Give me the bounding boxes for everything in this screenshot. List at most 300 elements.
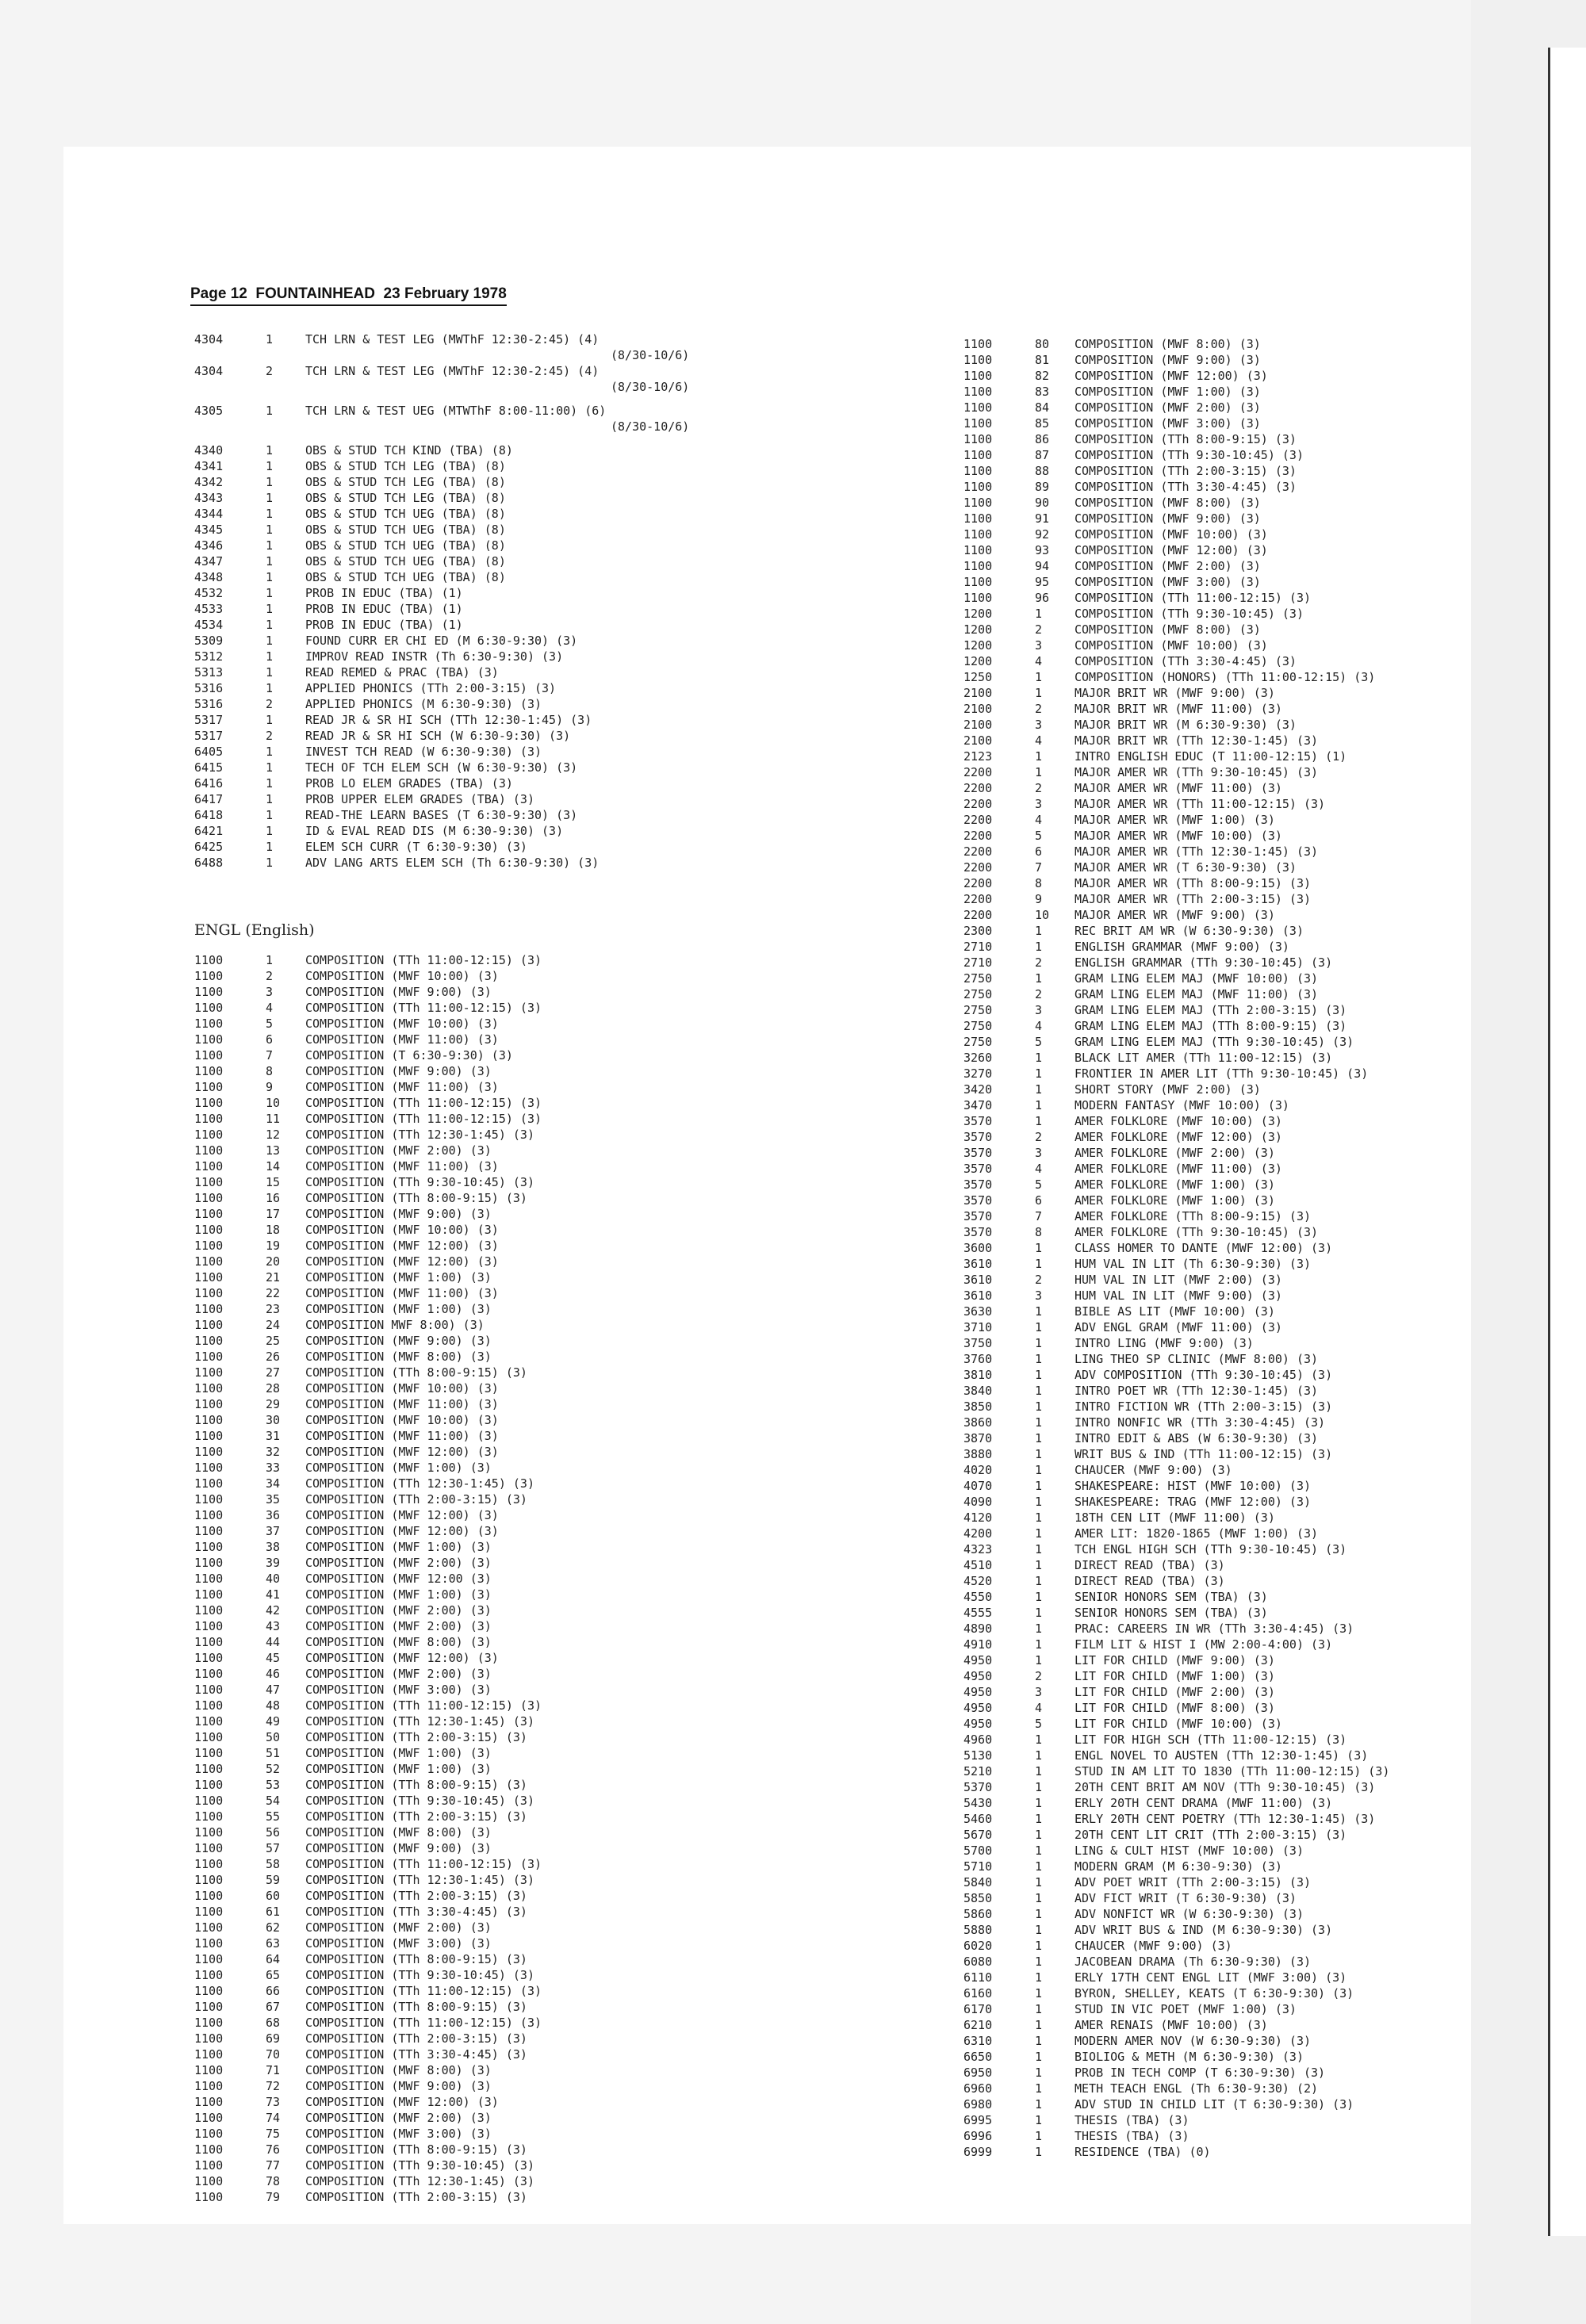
course-number: 6416: [194, 776, 224, 791]
course-row: [194, 1571, 686, 1587]
course-number: 1200: [963, 607, 993, 621]
section-number: 26: [266, 1350, 281, 1364]
course-number: 1100: [194, 1508, 224, 1522]
course-title: SHAKESPEARE: TRAG (MWF 12:00) (3): [1075, 1495, 1312, 1509]
course-title: COMPOSITION (TTh 2:00-3:15) (3): [1075, 464, 1297, 478]
section-number: 60: [266, 1889, 281, 1903]
course-number: 3630: [963, 1304, 993, 1319]
section-number: 2: [1035, 1669, 1043, 1683]
course-number: 1100: [194, 1730, 224, 1744]
course-title: COMPOSITION (MWF 9:00) (3): [305, 1064, 492, 1078]
course-number: 2750: [963, 1035, 993, 1049]
section-number: 6: [266, 1032, 274, 1047]
section-number: 28: [266, 1381, 281, 1396]
course-row: [194, 1793, 686, 1809]
course-title: AMER LIT: 1820-1865 (MWF 1:00) (3): [1075, 1526, 1319, 1541]
course-title: PROB IN EDUC (TBA) (1): [305, 586, 463, 600]
course-number: 3810: [963, 1368, 993, 1382]
course-row: [194, 2173, 686, 2189]
course-number: 1100: [194, 2000, 224, 2014]
course-row: [963, 400, 1439, 415]
course-number: 5840: [963, 1875, 993, 1889]
course-row: [963, 2081, 1439, 2096]
course-title: INVEST TCH READ (W 6:30-9:30) (3): [305, 745, 542, 759]
section-number: 1: [1035, 1558, 1043, 1572]
course-row: [194, 363, 686, 379]
section-number: 63: [266, 1936, 281, 1951]
course-number: 5850: [963, 1891, 993, 1905]
engl-section-heading: ENGL (English): [194, 921, 315, 939]
course-title: DIRECT READ (TBA) (3): [1075, 1574, 1225, 1588]
course-number: 1100: [194, 1778, 224, 1792]
course-title: OBS & STUD TCH LEG (TBA) (8): [305, 459, 506, 473]
course-title: COMPOSITION (TTh 2:00-3:15) (3): [305, 1730, 527, 1744]
course-title: COMPOSITION (TTh 11:00-12:15) (3): [305, 1001, 542, 1015]
course-number: 2750: [963, 971, 993, 986]
course-number: 1100: [194, 1857, 224, 1871]
course-title: ERLY 17TH CENT ENGL LIT (MWF 3:00) (3): [1075, 1970, 1347, 1985]
section-number: 2: [1035, 1130, 1043, 1144]
section-number: 1: [1035, 1764, 1043, 1778]
course-number: 1100: [194, 2174, 224, 2188]
course-title: SHAKESPEARE: HIST (MWF 10:00) (3): [1075, 1479, 1312, 1493]
course-number: 1100: [194, 1032, 224, 1047]
section-number: 87: [1035, 448, 1050, 462]
section-number: 1: [266, 792, 274, 806]
course-row: [963, 860, 1439, 875]
course-number: 1100: [194, 1159, 224, 1173]
course-row: [194, 2142, 686, 2157]
section-number: 81: [1035, 353, 1050, 367]
course-number: 1100: [194, 2190, 224, 2204]
course-title: ADV ENGL GRAM (MWF 11:00) (3): [1075, 1320, 1282, 1334]
course-row: [963, 1748, 1439, 1763]
course-row: [963, 701, 1439, 717]
course-title: AMER FOLKLORE (MWF 1:00) (3): [1075, 1193, 1275, 1208]
course-number: 1100: [194, 1381, 224, 1396]
section-number: 3: [1035, 1003, 1043, 1017]
course-title: COMPOSITION (TTh 12:30-1:45) (3): [305, 1128, 534, 1142]
section-number: 1: [266, 713, 274, 727]
section-number: 2: [266, 364, 274, 378]
section-number: 71: [266, 2063, 281, 2077]
course-number: 1100: [194, 1762, 224, 1776]
course-number: 2200: [963, 892, 993, 906]
course-number: 2100: [963, 686, 993, 700]
course-title: OBS & STUD TCH KIND (TBA) (8): [305, 443, 513, 458]
course-row: [963, 2112, 1439, 2128]
course-title: COMPOSITION (MWF 8:00) (3): [1075, 337, 1261, 351]
course-title: DIRECT READ (TBA) (3): [1075, 1558, 1225, 1572]
section-number: 96: [1035, 591, 1050, 605]
course-title: COMPOSITION (TTh 12:30-1:45) (3): [305, 2174, 534, 2188]
course-number: 3860: [963, 1415, 993, 1430]
course-row: [963, 733, 1439, 749]
course-number: 3570: [963, 1209, 993, 1223]
course-number: 6425: [194, 840, 224, 854]
course-number: 3420: [963, 1082, 993, 1097]
course-row: [194, 1349, 686, 1365]
row-gap: [194, 435, 686, 442]
section-number: 57: [266, 1841, 281, 1855]
course-title: BIBLE AS LIT (MWF 10:00) (3): [1075, 1304, 1275, 1319]
section-number: 32: [266, 1445, 281, 1459]
section-number: 1: [1035, 2081, 1043, 2096]
course-title: FRONTIER IN AMER LIT (TTh 9:30-10:45) (3): [1075, 1066, 1369, 1081]
section-number: 1: [266, 618, 274, 632]
course-row: [194, 2078, 686, 2094]
course-title: COMPOSITION (TTh 9:30-10:45) (3): [305, 1175, 534, 1189]
course-title: COMPOSITION (TTh 8:00-9:15) (3): [305, 1191, 527, 1205]
course-title: COMPOSITION (TTh 11:00-12:15) (3): [305, 953, 542, 967]
course-number: 4950: [963, 1653, 993, 1667]
course-title: THESIS (TBA) (3): [1075, 2129, 1190, 2143]
section-number: 1: [266, 665, 274, 680]
course-number: 2200: [963, 844, 993, 859]
course-number: 3840: [963, 1384, 993, 1398]
course-number: 2123: [963, 749, 993, 764]
course-title: HUM VAL IN LIT (MWF 2:00) (3): [1075, 1273, 1282, 1287]
section-number: 2: [1035, 987, 1043, 1001]
course-title: REC BRIT AM WR (W 6:30-9:30) (3): [1075, 924, 1304, 938]
section-number: 1: [1035, 1066, 1043, 1081]
course-title: OBS & STUD TCH UEG (TBA) (8): [305, 554, 506, 569]
course-title: MODERN GRAM (M 6:30-9:30) (3): [1075, 1859, 1282, 1874]
course-row: [963, 1240, 1439, 1256]
course-row: [194, 1254, 686, 1269]
section-number: 27: [266, 1365, 281, 1380]
course-row: [194, 1111, 686, 1127]
course-row: [963, 875, 1439, 891]
course-row: [963, 717, 1439, 733]
course-row: [963, 1541, 1439, 1557]
course-title: READ JR & SR HI SCH (W 6:30-9:30) (3): [305, 729, 571, 743]
course-row: [963, 2001, 1439, 2017]
course-title: COMPOSITION (MWF 10:00) (3): [305, 969, 499, 983]
course-row: [963, 622, 1439, 637]
course-title: MODERN AMER NOV (W 6:30-9:30) (3): [1075, 2034, 1312, 2048]
course-number: 2300: [963, 924, 993, 938]
educ-course-list: [194, 331, 690, 871]
section-number: 4: [1035, 733, 1043, 748]
course-row: [194, 952, 686, 968]
course-number: 6160: [963, 1986, 993, 2000]
course-title: COMPOSITION (MWF 2:00) (3): [305, 1143, 492, 1158]
course-row: [194, 1967, 686, 1983]
course-row: [194, 2110, 686, 2126]
course-number: 2100: [963, 733, 993, 748]
course-title: COMPOSITION (MWF 1:00) (3): [305, 1762, 492, 1776]
course-number: 4533: [194, 602, 224, 616]
course-number: 1100: [194, 1556, 224, 1570]
course-number: 1200: [963, 622, 993, 637]
course-number: 1100: [194, 1461, 224, 1475]
course-row: [194, 1333, 686, 1349]
course-title: COMPOSITION (MWF 3:00) (3): [305, 1936, 492, 1951]
course-title: COMPOSITION (TTh 12:30-1:45) (3): [305, 1873, 534, 1887]
section-number: 9: [1035, 892, 1043, 906]
course-row: [194, 2157, 686, 2173]
course-number: 5317: [194, 729, 224, 743]
course-number: 6421: [194, 824, 224, 838]
course-row: [194, 1539, 686, 1555]
course-row: [963, 1288, 1439, 1304]
section-number: 2: [1035, 781, 1043, 795]
course-row: [963, 828, 1439, 844]
course-row: [963, 479, 1439, 495]
course-row: [963, 1161, 1439, 1177]
course-row: [194, 1269, 686, 1285]
course-title: COMPOSITION (MWF 1:00) (3): [305, 1302, 492, 1316]
course-row: [194, 1602, 686, 1618]
course-number: 5130: [963, 1748, 993, 1763]
section-number: 94: [1035, 559, 1050, 573]
course-title: COMPOSITION (TTh 3:30-4:45) (3): [1075, 480, 1297, 494]
section-number: 1: [1035, 1510, 1043, 1525]
section-number: 1: [1035, 1114, 1043, 1128]
course-number: 4120: [963, 1510, 993, 1525]
course-row: [963, 1684, 1439, 1700]
page-number: Page 12: [190, 285, 247, 302]
course-number: 1100: [194, 1350, 224, 1364]
course-title: ERLY 20TH CENT POETRY (TTh 12:30-1:45) (3): [1075, 1812, 1376, 1826]
course-title: PROB LO ELEM GRADES (TBA) (3): [305, 776, 513, 791]
course-number: 4348: [194, 570, 224, 584]
course-title: LIT FOR CHILD (MWF 1:00) (3): [1075, 1669, 1275, 1683]
course-number: 1100: [194, 2142, 224, 2157]
course-title: COMPOSITION (MWF 10:00) (3): [1075, 527, 1268, 542]
course-title: COMPOSITION (TTh 2:00-3:15) (3): [305, 1809, 527, 1824]
course-title: COMPOSITION (MWF 2:00) (3): [305, 1667, 492, 1681]
course-title: COMPOSITION (TTh 12:30-1:45) (3): [305, 1476, 534, 1491]
course-title: GRAM LING ELEM MAJ (TTh 2:00-3:15) (3): [1075, 1003, 1347, 1017]
course-title: AMER FOLKLORE (MWF 2:00) (3): [1075, 1146, 1275, 1160]
course-title: LING THEO SP CLINIC (MWF 8:00) (3): [1075, 1352, 1319, 1366]
course-number: 3260: [963, 1051, 993, 1065]
date-range-continuation: (8/30-10/6): [611, 419, 690, 434]
course-number: 1100: [194, 2031, 224, 2046]
course-title: ENGL NOVEL TO AUSTEN (TTh 12:30-1:45) (3): [1075, 1748, 1369, 1763]
course-row: [963, 415, 1439, 431]
section-number: 1: [266, 808, 274, 822]
course-title: LIT FOR CHILD (MWF 10:00) (3): [1075, 1717, 1282, 1731]
course-number: 1100: [194, 1001, 224, 1015]
course-row: [194, 1444, 686, 1460]
course-row: [963, 1954, 1439, 1970]
course-number: 1100: [194, 1841, 224, 1855]
course-row: [963, 971, 1439, 986]
course-row: [194, 1285, 686, 1301]
course-title: ADV LANG ARTS ELEM SCH (Th 6:30-9:30) (3): [305, 856, 600, 870]
section-number: 1: [1035, 1812, 1043, 1826]
left-column: [194, 331, 690, 2205]
section-number: 10: [266, 1096, 281, 1110]
course-row: [194, 1460, 686, 1476]
course-title: AMER RENAIS (MWF 10:00) (3): [1075, 2018, 1268, 2032]
course-title: HUM VAL IN LIT (Th 6:30-9:30) (3): [1075, 1257, 1312, 1271]
course-row: [194, 1666, 686, 1682]
course-number: 1100: [963, 527, 993, 542]
course-number: 6310: [963, 2034, 993, 2048]
course-number: 1100: [963, 511, 993, 526]
course-row: [963, 542, 1439, 558]
course-title: FOUND CURR ER CHI ED (M 6:30-9:30) (3): [305, 634, 578, 648]
course-row: [194, 1713, 686, 1729]
section-number: 1: [1035, 1590, 1043, 1604]
course-number: 4304: [194, 332, 224, 346]
section-number: 23: [266, 1302, 281, 1316]
course-row: [194, 823, 686, 839]
course-title: OBS & STUD TCH UEG (TBA) (8): [305, 523, 506, 537]
section-number: 1: [1035, 1955, 1043, 1969]
course-number: 1100: [194, 1223, 224, 1237]
course-title: COMPOSITION (MWF 2:00) (3): [1075, 400, 1261, 415]
course-row: [194, 1396, 686, 1412]
section-number: 1: [1035, 1399, 1043, 1414]
course-number: 1100: [963, 416, 993, 431]
section-number: 10: [1035, 908, 1050, 922]
course-number: 1100: [963, 464, 993, 478]
course-title: ELEM SCH CURR (T 6:30-9:30) (3): [305, 840, 527, 854]
section-number: 49: [266, 1714, 281, 1729]
course-number: 1100: [194, 1873, 224, 1887]
section-number: 1: [1035, 1653, 1043, 1667]
course-number: 6488: [194, 856, 224, 870]
course-title: COMPOSITION (TTh 11:00-12:15) (3): [305, 1857, 542, 1871]
course-row: [194, 1618, 686, 1634]
course-row: [963, 1034, 1439, 1050]
course-number: 4343: [194, 491, 224, 505]
course-number: 2200: [963, 781, 993, 795]
section-number: 1: [1035, 1891, 1043, 1905]
course-title: COMPOSITION (HONORS) (TTh 11:00-12:15) (3): [1075, 670, 1376, 684]
course-row: [963, 1700, 1439, 1716]
course-number: 1100: [194, 1651, 224, 1665]
section-number: 1: [1035, 1859, 1043, 1874]
course-number: 1250: [963, 670, 993, 684]
section-number: 1: [1035, 1352, 1043, 1366]
course-row: [194, 1365, 686, 1380]
course-title: COMPOSITION (MWF 8:00) (3): [1075, 496, 1261, 510]
course-title: COMPOSITION (MWF 12:00) (3): [305, 1445, 499, 1459]
section-number: 24: [266, 1318, 281, 1332]
course-number: 3570: [963, 1193, 993, 1208]
course-number: 1100: [194, 1572, 224, 1586]
section-number: 1: [1035, 1415, 1043, 1430]
section-number: 1: [1035, 1431, 1043, 1445]
course-title: COMPOSITION (MWF 10:00) (3): [1075, 638, 1268, 653]
course-row: [194, 1888, 686, 1904]
course-title: MAJOR AMER WR (MWF 11:00) (3): [1075, 781, 1282, 795]
course-number: 6415: [194, 760, 224, 775]
course-row: [963, 1985, 1439, 2001]
course-title: MAJOR AMER WR (TTh 8:00-9:15) (3): [1075, 876, 1312, 890]
course-title: ADV POET WRIT (TTh 2:00-3:15) (3): [1075, 1875, 1312, 1889]
course-number: 3880: [963, 1447, 993, 1461]
section-number: 73: [266, 2095, 281, 2109]
course-row: [963, 1304, 1439, 1319]
course-number: 1100: [963, 385, 993, 399]
course-title: COMPOSITION (MWF 8:00) (3): [1075, 622, 1261, 637]
course-row: [194, 1809, 686, 1824]
course-number: 4090: [963, 1495, 993, 1509]
course-row: [194, 1158, 686, 1174]
section-number: 69: [266, 2031, 281, 2046]
section-number: 4: [1035, 1019, 1043, 1033]
course-number: 6418: [194, 808, 224, 822]
section-number: 1: [266, 840, 274, 854]
course-title: COMPOSITION (MWF 10:00) (3): [305, 1413, 499, 1427]
section-number: 91: [1035, 511, 1050, 526]
course-row: [963, 1319, 1439, 1335]
course-row: [963, 891, 1439, 907]
section-number: 95: [1035, 575, 1050, 589]
course-title: BLACK LIT AMER (TTh 11:00-12:15) (3): [1075, 1051, 1333, 1065]
course-row: [963, 669, 1439, 685]
course-title: OBS & STUD TCH UEG (TBA) (8): [305, 507, 506, 521]
course-number: 2200: [963, 829, 993, 843]
course-title: PROB IN TECH COMP (T 6:30-9:30) (3): [1075, 2066, 1326, 2080]
section-number: 67: [266, 2000, 281, 2014]
course-row: [194, 403, 686, 419]
page-header: [190, 285, 507, 306]
section-number: 1: [1035, 1320, 1043, 1334]
course-number: 1100: [194, 1445, 224, 1459]
course-title: COMPOSITION (MWF 1:00) (3): [305, 1746, 492, 1760]
section-number: 40: [266, 1572, 281, 1586]
section-number: 44: [266, 1635, 281, 1649]
course-title: ID & EVAL READ DIS (M 6:30-9:30) (3): [305, 824, 564, 838]
section-number: 1: [266, 491, 274, 505]
section-number: 1: [266, 649, 274, 664]
section-number: 8: [1035, 1225, 1043, 1239]
course-number: 6650: [963, 2050, 993, 2064]
course-row: [194, 1222, 686, 1238]
course-row: [194, 1507, 686, 1523]
section-number: 1: [1035, 1621, 1043, 1636]
course-row: [194, 791, 686, 807]
course-row: [963, 749, 1439, 764]
course-title: MAJOR AMER WR (MWF 9:00) (3): [1075, 908, 1275, 922]
course-title: COMPOSITION (TTh 12:30-1:45) (3): [305, 1714, 534, 1729]
section-number: 36: [266, 1508, 281, 1522]
course-title: COMPOSITION (TTh 8:00-9:15) (3): [305, 2142, 527, 2157]
section-number: 17: [266, 1207, 281, 1221]
course-number: 5430: [963, 1796, 993, 1810]
course-title: COMPOSITION (MWF 9:00) (3): [305, 1334, 492, 1348]
section-number: 43: [266, 1619, 281, 1633]
course-number: 1100: [194, 1334, 224, 1348]
course-row: [963, 1874, 1439, 1890]
course-title: AMER FOLKLORE (TTh 9:30-10:45) (3): [1075, 1225, 1319, 1239]
course-title: COMPOSITION (TTh 11:00-12:15) (3): [305, 1096, 542, 1110]
section-number: 90: [1035, 496, 1050, 510]
course-title: GRAM LING ELEM MAJ (TTh 8:00-9:15) (3): [1075, 1019, 1347, 1033]
course-number: 4344: [194, 507, 224, 521]
course-title: AMER FOLKLORE (MWF 11:00) (3): [1075, 1162, 1282, 1176]
course-title: COMPOSITION (MWF 8:00) (3): [305, 1635, 492, 1649]
course-row: [194, 1095, 686, 1111]
course-title: COMPOSITION (TTh 8:00-9:15) (3): [1075, 432, 1297, 446]
section-number: 89: [1035, 480, 1050, 494]
course-row: [963, 336, 1439, 352]
course-row: [194, 760, 686, 775]
section-number: 9: [266, 1080, 274, 1094]
course-row: [963, 1938, 1439, 1954]
course-title: READ REMED & PRAC (TBA) (3): [305, 665, 499, 680]
course-row: [194, 1904, 686, 1920]
course-row: [194, 1983, 686, 1999]
